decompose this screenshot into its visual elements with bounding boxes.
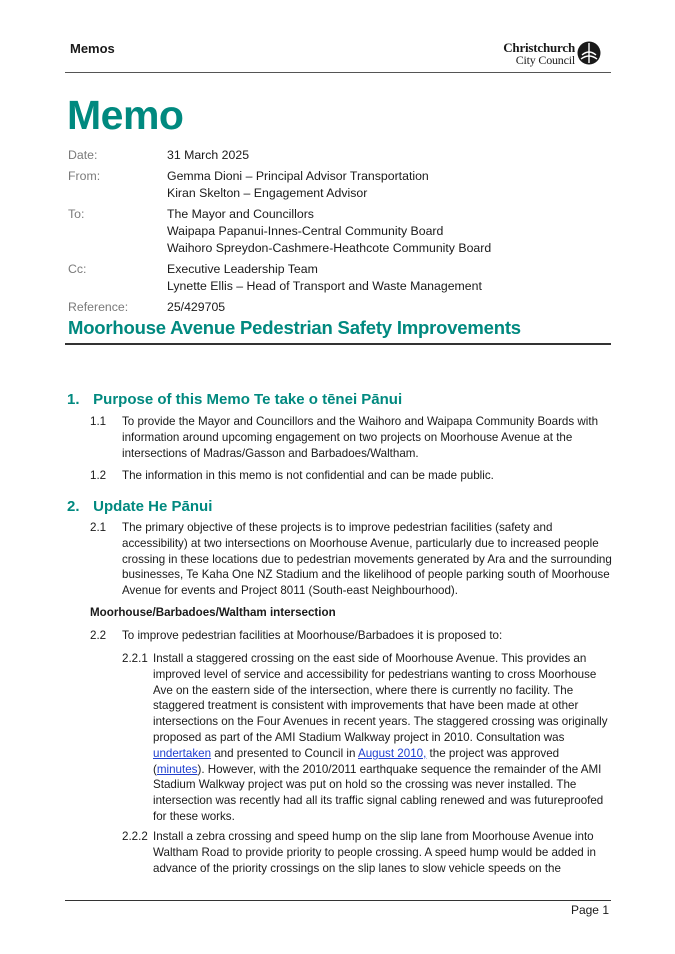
meta-value: 25/429705 xyxy=(167,300,226,314)
header-label: Memos xyxy=(70,41,115,56)
section-number: 1. xyxy=(67,391,80,408)
meta-value: The Mayor and Councillors xyxy=(167,207,314,221)
paragraph-number: 1.1 xyxy=(90,415,107,428)
footer-divider xyxy=(65,900,611,901)
subparagraph-text: Install a staggered crossing on the east side of Moorhouse Avenue. This provides an improved level of service and accessibility for pedestrians wanting to cross Moorhouse Ave on the eastern side of the intersection, where there is currently no facility. The staggered treatment is consistent with improvements that have been made at other intersections on the Four Avenues in recent years. The staggered crossing was originally proposed as part of the AMI Stadium Walkway project in 2010. Consultation was undertaken and presented to Council in August 2010, the project was approved (minutes). However, with the 2010/2011 earthquake sequence the remainder of the AMI Stadium Walkway project was put on hold so the crossing was never installed. The intersection was recently had all its traffic signal cabling renewed and was futureproofed for these works. xyxy=(153,652,608,823)
meta-value: Kiran Skelton – Engagement Advisor xyxy=(167,186,368,200)
logo-line-2: City Council xyxy=(515,53,575,67)
logo-line-1: Christchurch xyxy=(503,40,575,55)
section-title: Purpose of this Memo Te take o tēnei Pānui xyxy=(93,391,403,408)
meta-key: Cc: xyxy=(68,262,87,276)
section-heading-2 xyxy=(67,498,212,515)
subparagraph-number: 2.2.2 xyxy=(122,830,148,843)
undertaken-link[interactable]: undertaken xyxy=(153,746,212,760)
paragraph-text: The information in this memo is not confidential and can be made public. xyxy=(122,469,494,482)
council-logo xyxy=(495,40,605,68)
meta-key: Date: xyxy=(68,148,98,162)
section-heading-1 xyxy=(67,391,402,408)
meta-key: From: xyxy=(68,169,101,183)
meta-value: Waipapa Papanui-Innes-Central Community Board xyxy=(167,224,444,238)
paragraph-text: To improve pedestrian facilities at Moorhouse/Barbadoes it is proposed to: xyxy=(122,629,503,642)
meta-value: Waihoro Spreydon-Cashmere-Heathcote Community Board xyxy=(167,241,492,255)
august-2010-link[interactable]: August 2010, xyxy=(357,746,427,760)
meta-value: Lynette Ellis – Head of Transport and Waste Management xyxy=(167,279,482,293)
paragraph-number: 2.1 xyxy=(90,521,107,534)
paragraph-text: The primary objective of these projects is to improve pedestrian facilities (safety and accessibility) at two intersections on Moorhouse Avenue, particularly due to increased people crossing in these locations due to pedestrian movements generated by Ara and the surrounding businesses, Te Kaha One NZ Stadium and the likelihood of people parking south of Moorhouse Avenue for events and Project 8011 (South-east Neighbourhood). xyxy=(122,521,612,598)
meta-value: Executive Leadership Team xyxy=(167,262,318,276)
christchurch-cathedral-icon xyxy=(577,41,601,65)
meta-row-date xyxy=(68,147,628,164)
meta-key: Reference: xyxy=(68,300,129,314)
paragraph-number: 1.2 xyxy=(90,469,107,482)
section-number: 2. xyxy=(67,498,80,515)
meta-value: Gemma Dioni – Principal Advisor Transportation xyxy=(167,169,429,183)
minutes-link[interactable]: minutes xyxy=(156,762,198,776)
subparagraph-number: 2.2.1 xyxy=(122,652,148,665)
meta-row-reference xyxy=(68,299,628,316)
subject-divider xyxy=(65,343,611,345)
meta-key: To: xyxy=(68,207,85,221)
meta-value: 31 March 2025 xyxy=(167,148,250,162)
meta-row-from xyxy=(68,168,628,202)
meta-row-cc xyxy=(68,261,628,295)
memo-details xyxy=(68,147,628,320)
paragraph-number: 2.2 xyxy=(90,629,107,642)
memo-subject: Moorhouse Avenue Pedestrian Safety Improvements xyxy=(68,317,521,338)
meta-row-to xyxy=(68,206,628,257)
paragraph-text: To provide the Mayor and Councillors and the Waihoro and Waipapa Community Boards with information around upcoming engagement on two projects on Moorhouse Avenue at the intersections of Madras/Gasson and Barbadoes/Waltham. xyxy=(122,415,599,460)
memo-title: Memo xyxy=(67,92,184,138)
section-title: Update He Pānui xyxy=(93,498,213,515)
page-number: Page 1 xyxy=(570,903,609,917)
subparagraph-text: Install a zebra crossing and speed hump on the slip lane from Moorhouse Avenue into Waltham Road to provide priority to people crossing. A speed hump would be added in advance of the priority crossings on the slip lanes to slow vehicle speeds on the xyxy=(153,830,596,875)
subsection-heading: Moorhouse/Barbadoes/Waltham intersection xyxy=(90,606,336,619)
header-divider xyxy=(65,72,611,73)
